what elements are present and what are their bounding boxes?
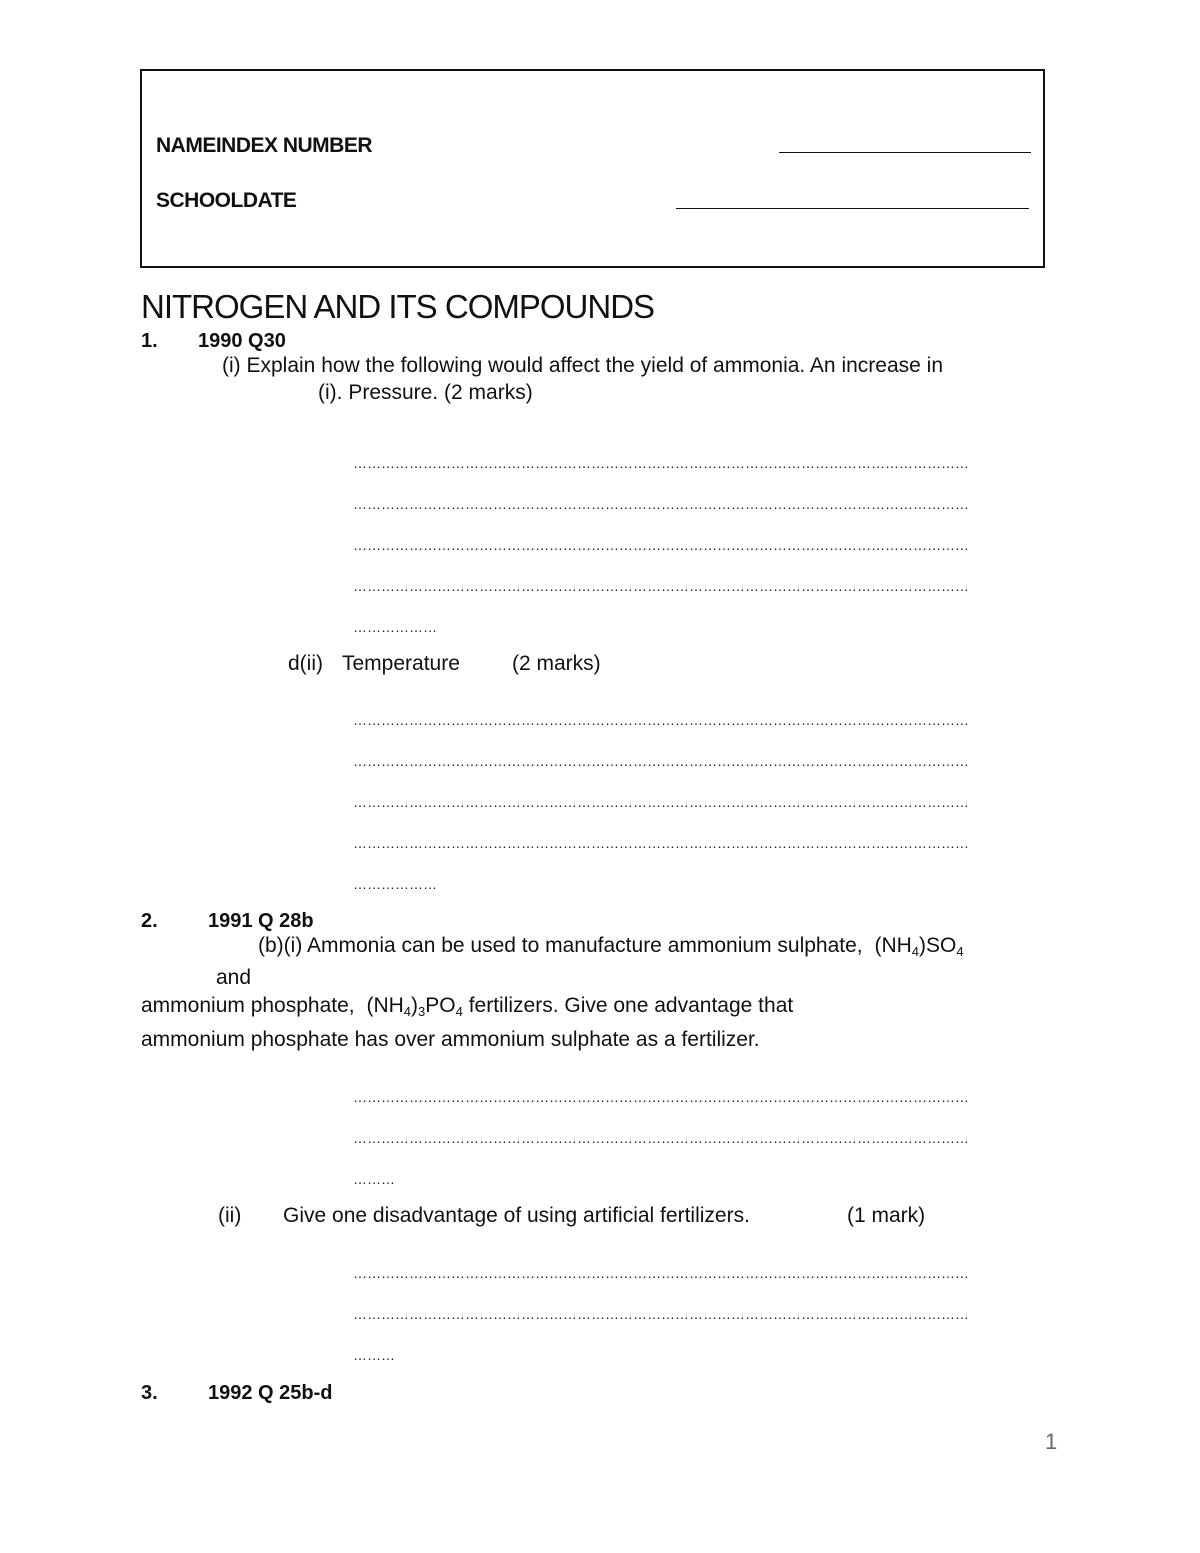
formula-part: (NH — [874, 934, 912, 957]
formula-part: PO — [425, 994, 456, 1017]
answer-dots-line[interactable]: …………………………………………………………………………………………………………………… — [353, 712, 969, 728]
formula-subscript: 4 — [455, 1004, 463, 1019]
answer-dots-line[interactable]: …………………………………………………………………………………………………………………… — [353, 794, 969, 810]
question-2-part-ii-label: (ii) — [218, 1204, 242, 1227]
question-2-line-3: ammonium phosphate has over ammonium sulphate as a fertilizer. — [141, 1028, 760, 1051]
name-index-label: NAMEINDEX NUMBER — [156, 134, 373, 157]
answer-dots-line-short[interactable]: ……… — [353, 1171, 395, 1187]
question-1-part-ii-marks: (2 marks) — [512, 652, 601, 675]
page-number: 1 — [1045, 1429, 1058, 1454]
school-date-label: SCHOOLDATE — [156, 189, 297, 212]
answer-dots-line[interactable]: …………………………………………………………………………………………………………………… — [353, 496, 969, 512]
answer-dots-line[interactable]: …………………………………………………………………………………………………………………… — [353, 1306, 969, 1322]
formula-part: ) — [411, 994, 419, 1017]
school-date-answer-line[interactable] — [676, 208, 1029, 209]
formula-subscript: 4 — [911, 944, 920, 959]
question-2-prompt — [258, 934, 964, 958]
name-index-answer-line[interactable] — [779, 152, 1031, 153]
answer-dots-line[interactable]: …………………………………………………………………………………………………………………… — [353, 1265, 969, 1281]
question-2-and: and — [216, 966, 252, 989]
formula-subscript: 4 — [956, 944, 964, 959]
question-1-part-ii-text: Temperature — [342, 652, 460, 675]
question-2-number: 2. — [141, 910, 158, 932]
answer-dots-line[interactable]: …………………………………………………………………………………………………………………… — [353, 537, 969, 553]
answer-dots-line-short[interactable]: ……………… — [353, 619, 437, 635]
question-2-heading: 1991 Q 28b — [208, 910, 314, 932]
answer-dots-line[interactable]: …………………………………………………………………………………………………………………… — [353, 1130, 969, 1146]
question-1-part-i: (i). Pressure. (2 marks) — [318, 381, 533, 404]
question-1-number: 1. — [141, 330, 158, 352]
answer-dots-line[interactable]: …………………………………………………………………………………………………………………… — [353, 1089, 969, 1105]
question-1-part-ii-label: d(ii) — [288, 652, 323, 675]
answer-dots-line[interactable]: …………………………………………………………………………………………………………………… — [353, 578, 969, 594]
question-2-line-2-a: ammonium phosphate, — [141, 994, 355, 1017]
formula-subscript: 4 — [403, 1004, 412, 1019]
question-1-heading: 1990 Q30 — [198, 330, 286, 352]
question-1-prompt: (i) Explain how the following would affect the yield of ammonia. An increase in — [222, 354, 944, 377]
answer-dots-line[interactable]: …………………………………………………………………………………………………………………… — [353, 455, 969, 471]
question-2-line-2 — [141, 994, 793, 1018]
page-title: NITROGEN AND ITS COMPOUNDS — [141, 288, 655, 325]
question-2-part-ii-text: Give one disadvantage of using artificial fertilizers. — [283, 1204, 750, 1227]
answer-dots-line-short[interactable]: ……… — [353, 1347, 395, 1363]
question-2-line-2-b: fertilizers. Give one advantage that — [468, 994, 794, 1017]
student-info-box — [140, 69, 1045, 268]
answer-dots-line[interactable]: …………………………………………………………………………………………………………………… — [353, 835, 969, 851]
formula-ammonium-phosphate — [366, 994, 462, 1017]
question-2-prompt-text: (b)(i) Ammonia can be used to manufacture ammonium sulphate, — [258, 934, 863, 957]
formula-part: )SO — [919, 934, 957, 957]
formula-part: (NH — [366, 994, 404, 1017]
question-2-part-ii-marks: (1 mark) — [847, 1204, 926, 1227]
question-3-heading: 1992 Q 25b-d — [208, 1382, 333, 1404]
formula-ammonium-sulphate — [874, 934, 963, 957]
answer-dots-line-short[interactable]: ……………… — [353, 876, 437, 892]
answer-dots-line[interactable]: …………………………………………………………………………………………………………………… — [353, 753, 969, 769]
question-3-number: 3. — [141, 1382, 158, 1404]
formula-subscript: 3 — [418, 1004, 426, 1019]
